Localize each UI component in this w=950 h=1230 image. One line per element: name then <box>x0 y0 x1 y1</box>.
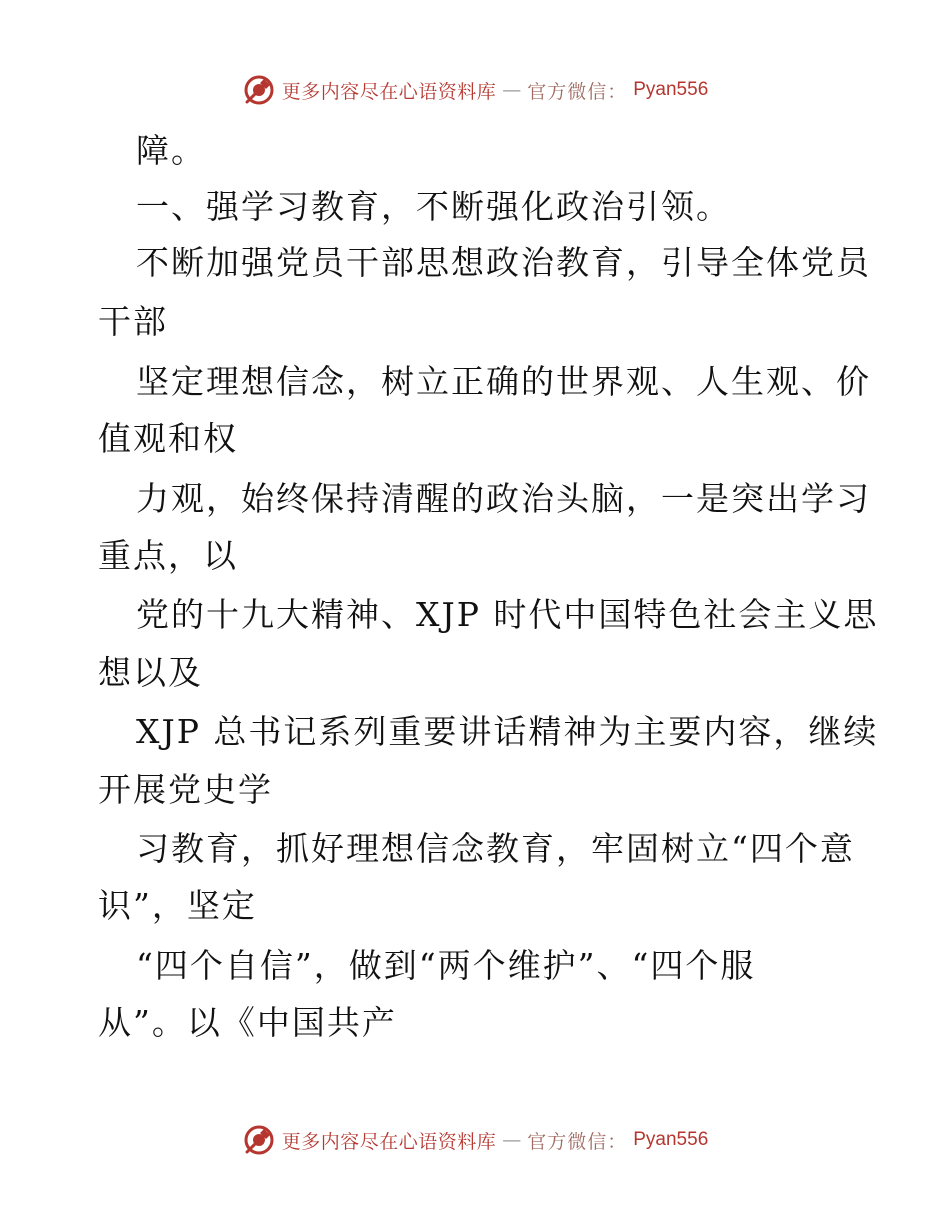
footer-wechat-label: 官方微信： <box>527 1130 628 1153</box>
text-line: 坚定理想信念，树立正确的世界观、人生观、价 <box>136 362 871 401</box>
footer-wechat-id: Pyan556 <box>633 1129 709 1150</box>
text-line: 党的十九大精神、XJP 时代中国特色社会主义思 <box>136 595 879 634</box>
text-line: 想以及 <box>98 653 203 692</box>
text-line: XJP 总书记系列重要讲话精神为主要内容，继续 <box>136 712 879 751</box>
header-dash: — <box>502 79 522 101</box>
text-line: 值观和权 <box>98 419 238 458</box>
text-line: 障。 <box>136 131 206 170</box>
brand-logo-icon <box>242 73 276 107</box>
header-wechat-id: Pyan556 <box>633 79 709 100</box>
text-line: 干部 <box>98 302 168 341</box>
footer-banner <box>0 1120 950 1160</box>
brand-logo-icon <box>242 1123 276 1157</box>
header-wechat-label: 官方微信： <box>527 80 628 103</box>
text-line: “四个自信”，做到“两个维护”、“四个服 <box>136 946 756 985</box>
text-line: 从”。以《中国共产 <box>98 1003 397 1042</box>
text-line: 习教育，抓好理想信念教育，牢固树立“四个意 <box>136 829 855 868</box>
header-slogan: 更多内容尽在心语资料库 <box>281 80 497 103</box>
text-line: 重点，以 <box>98 536 238 575</box>
header-banner <box>0 70 950 110</box>
footer-slogan: 更多内容尽在心语资料库 <box>281 1130 497 1153</box>
text-line: 识”，坚定 <box>98 886 257 925</box>
text-line: 不断加强党员干部思想政治教育，引导全体党员 <box>136 243 871 282</box>
footer-dash: — <box>502 1129 522 1151</box>
text-line: 开展党史学 <box>98 770 273 809</box>
text-line: 一、强学习教育，不断强化政治引领。 <box>136 187 731 226</box>
text-line: 力观，始终保持清醒的政治头脑，一是突出学习 <box>136 479 871 518</box>
